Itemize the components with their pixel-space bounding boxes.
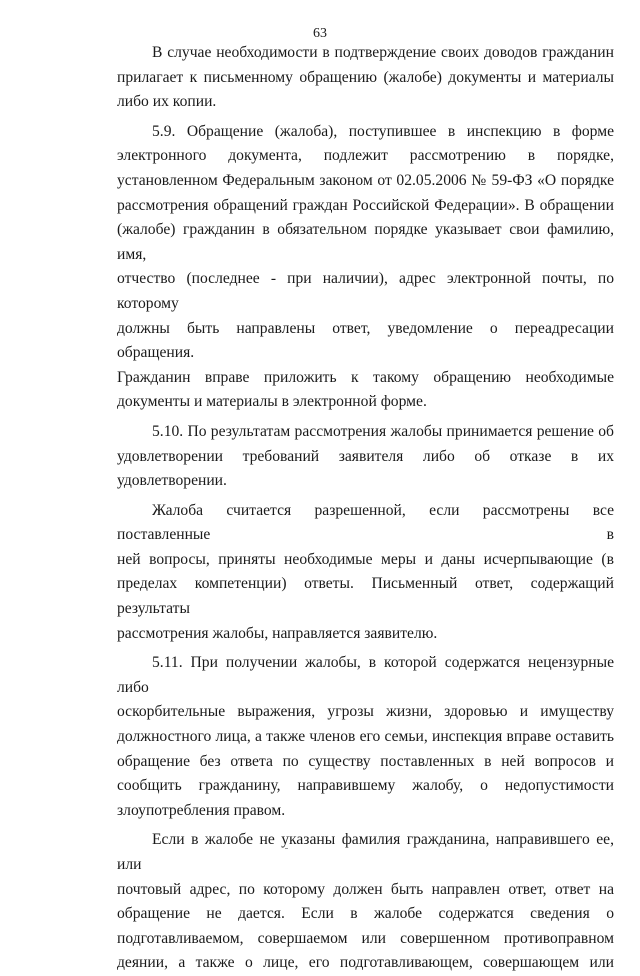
text-line: деянии, а также о лице, его подготавливающем, совершающем или <box>117 954 614 972</box>
text-line: пределах компетенции) ответы. Письменный ответ, содержащий результаты <box>117 575 614 618</box>
text-line: удовлетворении требований заявителя либо об отказе в их удовлетворении. <box>117 447 614 490</box>
text-line: сообщить гражданину, направившему жалобу, о недопустимости <box>117 777 614 795</box>
text-line: злоупотребления правом. <box>117 801 286 819</box>
text-line: прилагает к письменному обращению (жалобе) документы и материалы <box>117 68 614 86</box>
text-line: либо их копии. <box>117 93 217 111</box>
text-line: Если в жалобе не указаны фамилия гражданина, направившего ее, или <box>117 831 614 873</box>
text-line: 5.9. Обращение (жалоба), поступившее в инспекцию в форме <box>152 122 614 140</box>
text-line: обращение не дается. Если в жалобе содержатся сведения о <box>117 905 614 923</box>
text-line: рассмотрения жалобы, направляется заявителю. <box>117 624 438 642</box>
page-number: 63 <box>313 26 327 41</box>
scan-artifact <box>285 848 288 849</box>
text-line: обращение без ответа по существу поставленных в ней вопросов и <box>117 752 614 770</box>
text-line: В случае необходимости в подтверждение своих доводов гражданин <box>152 44 614 61</box>
text-line: установленном Федеральным законом от 02.05.2006 № 59-ФЗ «О порядке <box>117 171 614 189</box>
text-line: подготавливаемом, совершаемом или совершенном противоправном <box>117 929 614 947</box>
text-line: ней вопросы, приняты необходимые меры и даны исчерпывающие (в <box>117 550 614 568</box>
text-line: рассмотрения обращений граждан Российской Федерации». В обращении <box>117 196 614 214</box>
text-line: (жалобе) гражданин в обязательном порядке указывает свои фамилию, имя, <box>117 221 614 263</box>
text-line: документы и материалы в электронной форме. <box>117 393 427 411</box>
document-body <box>117 41 614 976</box>
text-line: электронного документа, подлежит рассмотрению в порядке, <box>117 147 614 165</box>
text-line: 5.11. При получении жалобы, в которой содержатся нецензурные либо <box>117 654 614 696</box>
text-line: оскорбительные выражения, угрозы жизни, здоровью и имуществу <box>117 703 614 721</box>
text-line: отчество (последнее - при наличии), адрес электронной почты, по которому <box>117 270 614 312</box>
text-line: должны быть направлены ответ, уведомление о переадресации обращения. <box>117 319 614 362</box>
text-line: должностного лица, а также членов его семьи, инспекция вправе оставить <box>117 728 614 746</box>
text-line: почтовый адрес, по которому должен быть направлен ответ, ответ на <box>117 880 614 898</box>
text-line: 5.10. По результатам рассмотрения жалобы принимается решение об <box>152 422 614 440</box>
text-line: Жалоба считается разрешенной, если рассмотрены все поставленные в <box>117 501 614 544</box>
text-line: Гражданин вправе приложить к такому обращению необходимые <box>117 368 614 386</box>
